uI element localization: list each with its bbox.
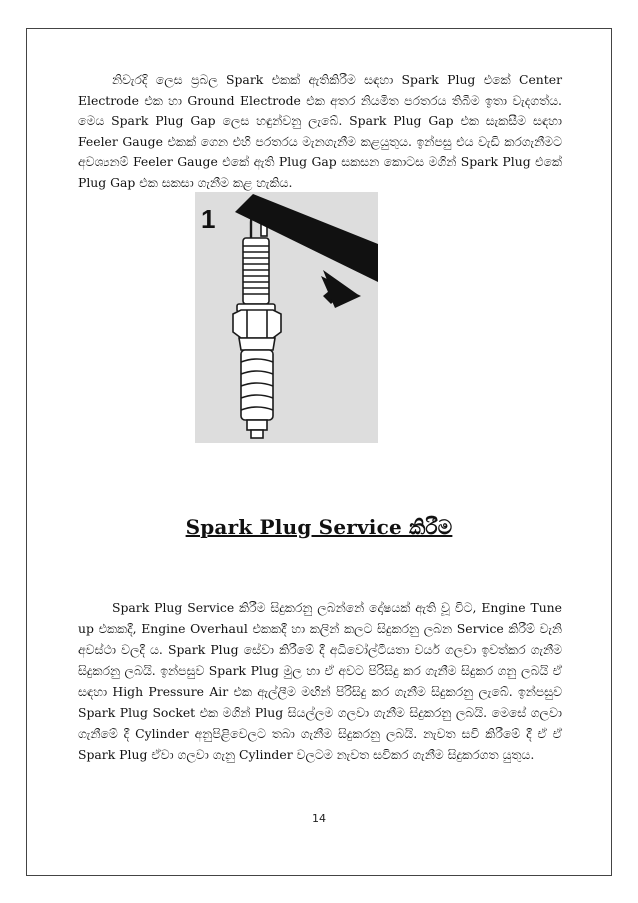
page-number: 14 bbox=[312, 812, 326, 825]
paragraph-spark-plug-service: Spark Plug Service කිරීම සිදුකරනු ලබන්නේ දෝෂයක් ඇති වූ විට, Engine Tune up එකකදී, Engine Overhaul එකකදී හා කලින් කලට සිදුකරනු ලබන Service කිරීම් වැනි අවස්ථා වලදී ය. Spark Plug සේවා කිරීමේ දී අධිවෝල්ටීයතා වයර් ගලවා ඉවත්කර ගැනීම සිදුකරනු ලබයි. ඉන්පසුව Spark Plug මුල හා ඒ අවට පිරිසිදු කර ගැනීම සිදුකර ගනු ලබයි ඒ සඳහා High Pressure Air එක ඇල්ලීම මඟින් පිරිසිදු කර ගැනීම සිදුකරනු ලැබේ. ඉන්පසුව Spark Plug Socket එක මගින් Plug සියල්ලම ගලවා ගැනීම සිදුකරනු ලබයි. මෙසේ ගලවා ගැනීමේ දී Cylinder අනුපිළිවෙලට තබා ගැනීම සිදුකරනු ලබයි. නැවත සවි කිරීමේ දී ඒ ඒ Spark Plug ඒවා ගලවා ගැනු Cylinder වලටම නැවත සවිකර ගැනීම සිදුකරගත යුතුය. bbox=[78, 600, 562, 762]
paragraph-spark-plug-gap: නිවැරදි ලෙස ප්‍රබල Spark එකක් ඇතිකිරීම සඳහා Spark Plug එකේ Center Electrode එක හා Ground Electrode එක අතර නියමිත පරතරය තිබීම ඉතා වැදගත්ය. මෙය Spark Plug Gap ලෙස හඳුන්වනු ලැබේ. Spark Plug Gap එක සැකසීම සඳහා Feeler Gauge එකක් ගෙන එහි පරතරය මැනගැනීම කළයුතුය. ඉන්පසු එය වැඩි කරගැනීමට අවශ්‍යනම් Feeler Gauge එකේ ඇති Plug Gap සකසන කොටස මගින් Spark Plug එකේ Plug Gap එක සකසා ගැනීම කළ හැකිය. bbox=[78, 72, 562, 190]
spark-plug-gap-tool-illustration bbox=[195, 192, 378, 443]
spark-plug-gap-figure bbox=[195, 192, 378, 443]
section-title: Spark Plug Service කිරීම bbox=[185, 515, 453, 539]
figure-step-number: 1 bbox=[201, 204, 216, 234]
